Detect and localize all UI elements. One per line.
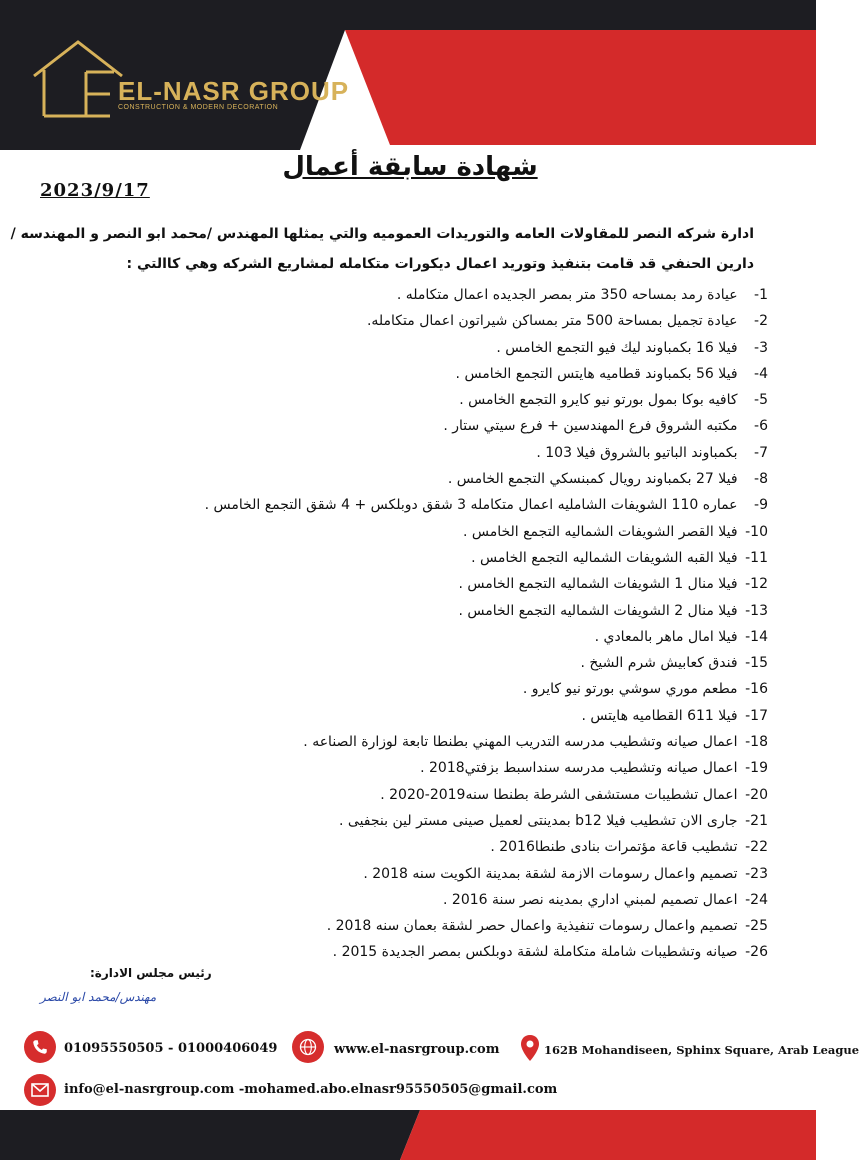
work-item-number: 10- [745, 523, 768, 540]
work-item [48, 887, 768, 913]
mail-icon [24, 1074, 56, 1106]
work-item [48, 834, 768, 860]
work-item-number: 5- [754, 392, 768, 409]
footer-emails[interactable]: info@el-nasrgroup.com -mohamed.abo.elnasr95550505@gmail.com [64, 1082, 558, 1097]
work-item-text: اعمال صيانه وتشطيب مدرسه سنداسبط بزفتي2018 . [420, 760, 738, 777]
logo-name: EL-NASR GROUP [118, 76, 350, 106]
work-item-text: فيلا امال ماهر بالمعادي . [594, 628, 738, 645]
signature-name: مهندس/محمد ابو النصر [40, 990, 157, 1004]
work-item-text: فيلا القبه الشويفات الشماليه التجمع الخامس . [471, 549, 738, 566]
work-item-number: 11- [745, 549, 768, 566]
work-item [48, 755, 768, 781]
work-item-text: فيلا القصر الشويفات الشماليه التجمع الخامس . [462, 523, 738, 540]
work-item [48, 282, 768, 308]
footer-phones: 01095550505 - 01000406049 [64, 1041, 278, 1056]
work-item-text: جارى الان تشطيب فيلا b12 بمدينتى لعميل صينى مستر لين بنجفيى . [339, 812, 738, 829]
work-item [48, 519, 768, 545]
phone-icon [24, 1031, 56, 1063]
work-item [48, 387, 768, 413]
work-item-number: 9- [754, 497, 768, 514]
footer-website[interactable]: www.el-nasrgroup.com [334, 1042, 500, 1057]
work-item [48, 939, 768, 965]
work-item-text: اعمال تشطيبات مستشفى الشرطة بطنطا سنه2019-2020 . [380, 786, 738, 803]
work-item-number: 1- [754, 287, 768, 303]
signature-title: رئيس مجلس الادارة: [90, 966, 212, 980]
work-item-number: 7- [754, 444, 768, 461]
work-item-text: فندق كعابيش شرم الشيخ . [580, 655, 738, 672]
work-item-text: اعمال تصميم لمبني اداري بمدينه نصر سنة 2016 . [443, 891, 738, 908]
work-item-number: 14- [745, 628, 768, 645]
work-item-text: فيلا 16 بكمباوند ليك فيو التجمع الخامس . [496, 339, 738, 356]
work-item [48, 703, 768, 729]
work-item [48, 861, 768, 887]
work-item-text: فيلا 27 بكمباوند رويال كمبنسكي التجمع الخامس . [447, 471, 738, 488]
footer-banner [0, 1110, 816, 1160]
work-item [48, 676, 768, 702]
work-item-number: 17- [745, 707, 768, 724]
work-item-number: 13- [745, 602, 768, 619]
work-item [48, 624, 768, 650]
work-item-number: 26- [745, 944, 768, 961]
work-item-text: عماره 110 الشويفات الشامليه اعمال متكامله 3 شقق دوبلكس + 4 شقق التجمع الخامس . [204, 497, 738, 514]
work-item [48, 335, 768, 361]
work-item-number: 16- [745, 681, 768, 698]
work-item [48, 782, 768, 808]
work-item-number: 21- [745, 812, 768, 829]
work-item [48, 545, 768, 571]
work-item-text: فيلا 611 القطاميه هايتس . [581, 707, 738, 724]
work-item [48, 308, 768, 334]
work-item-text: عيادة تجميل بمساحة 500 متر بمساكن شيراتون اعمال متكامله. [366, 313, 738, 330]
work-item-text: تصميم واعمال رسومات الازمة لشقة بمدينة الكويت سنه 2018 . [363, 865, 738, 882]
work-item-number: 4- [754, 365, 768, 382]
document-title: شهادة سابقة أعمال [282, 152, 538, 182]
work-item [48, 440, 768, 466]
work-item [48, 808, 768, 834]
footer-address: 162B Mohandiseen, Sphinx Square, Arab League [544, 1043, 859, 1057]
work-item-text: مكتبه الشروق فرع المهندسين + فرع سيتي ستار . [443, 418, 738, 435]
work-item-text: تشطيب قاعة مؤتمرات بنادى طنطا2016 . [490, 839, 738, 856]
work-item-text: اعمال صيانه وتشطيب مدرسه التدريب المهني بطنطا تابعة لوزارة الصناعه . [303, 734, 738, 751]
work-item-number: 22- [745, 839, 768, 856]
work-item-text: فيلا منال 1 الشويفات الشماليه التجمع الخامس . [458, 576, 738, 593]
work-item [48, 413, 768, 439]
work-item-number: 25- [745, 918, 768, 935]
work-item-number: 24- [745, 891, 768, 908]
work-item [48, 650, 768, 676]
works-list [48, 282, 768, 966]
work-item-text: فيلا منال 2 الشويفات الشماليه التجمع الخامس . [458, 602, 738, 619]
work-item-text: مطعم موري سوشي بورتو نيو كايرو . [522, 681, 738, 698]
intro-line-2: دارين الحنفي قد قامت بتنفيذ وتوريد اعمال ديكورات متكامله لمشاريع الشركه وهي كاالتي : [126, 256, 754, 272]
work-item-text: عيادة رمد بمساحه 350 متر بمصر الجديده اعمال متكامله . [396, 287, 738, 303]
work-item-text: صيانه وتشطيبات شاملة متكاملة لشقة دوبلكس بمصر الجديدة 2015 . [332, 944, 738, 961]
work-item-number: 6- [754, 418, 768, 435]
work-item-text: كافيه بوكا بمول بورتو نيو كايرو التجمع الخامس . [459, 392, 738, 409]
work-item [48, 598, 768, 624]
intro-line-1: ادارة شركه النصر للمقاولات العامه والتوريدات العموميه والتي يمثلها المهندس /محمد ابو النصر و المهندسه / [10, 226, 754, 242]
work-item-number: 3- [754, 339, 768, 356]
work-item [48, 466, 768, 492]
work-item [48, 492, 768, 518]
work-item [48, 571, 768, 597]
location-pin-icon [520, 1034, 540, 1062]
work-item-number: 20- [745, 786, 768, 803]
work-item-text: فيلا 56 بكمباوند قطاميه هايتس التجمع الخامس . [455, 365, 738, 382]
work-item-number: 8- [754, 471, 768, 488]
work-item [48, 729, 768, 755]
work-item-number: 12- [745, 576, 768, 593]
work-item [48, 361, 768, 387]
globe-icon [292, 1031, 324, 1063]
work-item-number: 18- [745, 734, 768, 751]
work-item-number: 2- [754, 313, 768, 330]
work-item-number: 23- [745, 865, 768, 882]
work-item-number: 19- [745, 760, 768, 777]
document-date: 2023/9/17 [40, 180, 150, 201]
work-item [48, 913, 768, 939]
logo-tagline: CONSTRUCTION & MODERN DECORATION [118, 104, 279, 111]
work-item-number: 15- [745, 655, 768, 672]
work-item-text: بكمباوند الباتيو بالشروق فيلا 103 . [536, 444, 738, 461]
work-item-text: تصميم واعمال رسومات تنفيذية واعمال حصر لشقة بعمان سنه 2018 . [326, 918, 738, 935]
